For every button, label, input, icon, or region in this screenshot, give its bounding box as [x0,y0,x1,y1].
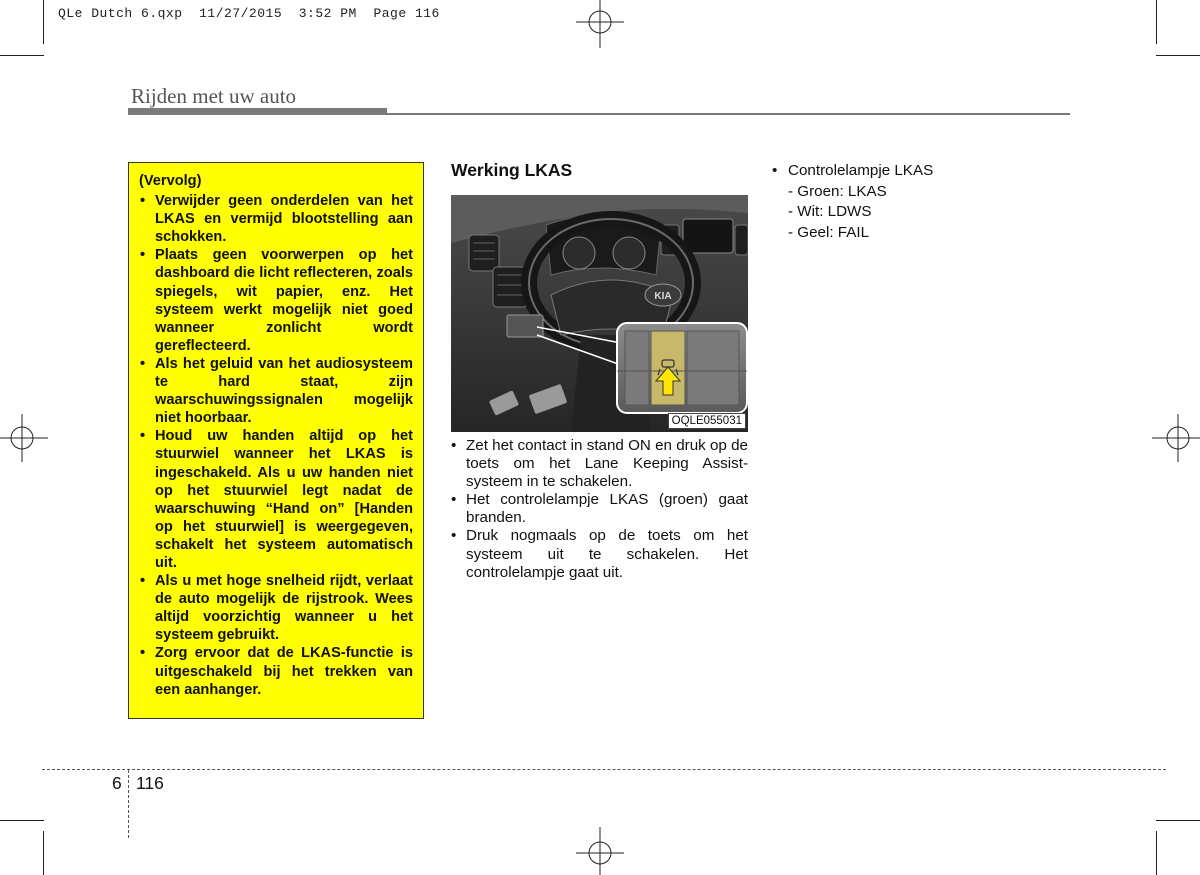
bullet-icon: • [140,573,146,590]
registration-mark-icon [576,0,624,48]
instruction-list [451,437,748,582]
crop-mark [43,831,44,875]
bullet-icon: • [140,355,146,372]
warning-item: • Plaats geen voorwerpen op het dashboard die licht reflecteren, zoals spiegels, wit papier, enz. Het systeem werkt mogelijk niet goed wanneer zonlicht wordt gereflecteerd. [140,247,413,354]
registration-mark-icon [576,827,624,875]
warning-box [128,162,424,719]
bullet-icon: • [140,247,146,264]
crop-mark [1156,820,1200,821]
instruction-item: • Het controlelampje LKAS (groen) gaat branden. [451,491,748,527]
section-heading: Werking LKAS [451,160,573,180]
dashboard-illustration-icon [451,195,748,432]
crop-mark [1156,831,1157,875]
warning-list [139,192,413,699]
footer-divider [42,769,1166,770]
header-rule-thick [128,108,387,115]
section-title: Rijden met uw auto [131,84,297,108]
warning-item: • Zorg ervoor dat de LKAS-functie is uitgeschakeld bij het trekken van een aanhanger. [140,645,413,698]
header-rule-thin [387,113,1070,115]
warning-item: • Verwijder geen onderdelen van het LKAS en vermijd blootstelling aan schokken. [140,193,413,246]
indicator-legend [772,161,933,243]
crop-mark [1156,0,1157,44]
indicator-sub-item: - Wit: LDWS [788,203,872,220]
bullet-icon: • [140,645,146,662]
bullet-icon: • [451,491,457,509]
indicator-heading: • Controlelampje LKAS [772,161,933,182]
print-slug: QLe Dutch 6.qxp 11/27/2015 3:52 PM Page 116 [58,6,440,21]
warning-item: • Als u met hoge snelheid rijdt, verlaat de auto mogelijk de rijstrook. Wees altijd voorzichtig wanneer u het systeem gebruikt. [140,573,413,644]
bullet-icon: • [451,527,457,545]
kia-logo-text: KIA [654,291,672,302]
crop-mark [0,55,44,56]
crop-mark [43,0,44,44]
bullet-icon: • [451,437,457,454]
bullet-icon: • [140,193,146,210]
crop-mark [0,820,44,821]
chapter-number: 6 [112,773,122,793]
page-number: 116 [136,773,164,793]
indicator-sub-item: - Geel: FAIL [788,223,870,241]
footer-vertical-divider [128,770,129,838]
instruction-item: • Zet het contact in stand ON en druk op de toets om het Lane Keeping Assist-systeem in te schakelen. [451,437,748,491]
instruction-item: • Druk nogmaals op de toets om het systeem uit te schakelen. Het controlelampje gaat uit. [451,527,748,581]
figure-code: OQLE055031 [668,413,746,429]
warning-heading: (Vervolg) [139,173,202,189]
indicator-sub-item: - Groen: LKAS [788,182,887,200]
crop-mark [1156,55,1200,56]
registration-mark-icon [0,414,48,462]
warning-item: • Als het geluid van het audiosysteem te hard staat, zijn waarschuwingssignalen mogelijk niet hoorbaar. [140,355,413,427]
bullet-icon: • [140,428,146,445]
registration-mark-icon [1152,414,1200,462]
dashboard-figure [451,195,748,432]
warning-item: • Houd uw handen altijd op het stuurwiel wanneer het LKAS is ingeschakeld. Als u uw handen niet op het stuurwiel legt nadat de waarschuwing “Hand on” [Handen op het stuurwiel] is weergegeven, schakelt het systeem automatisch uit. [140,428,413,571]
bullet-icon: • [772,162,778,179]
